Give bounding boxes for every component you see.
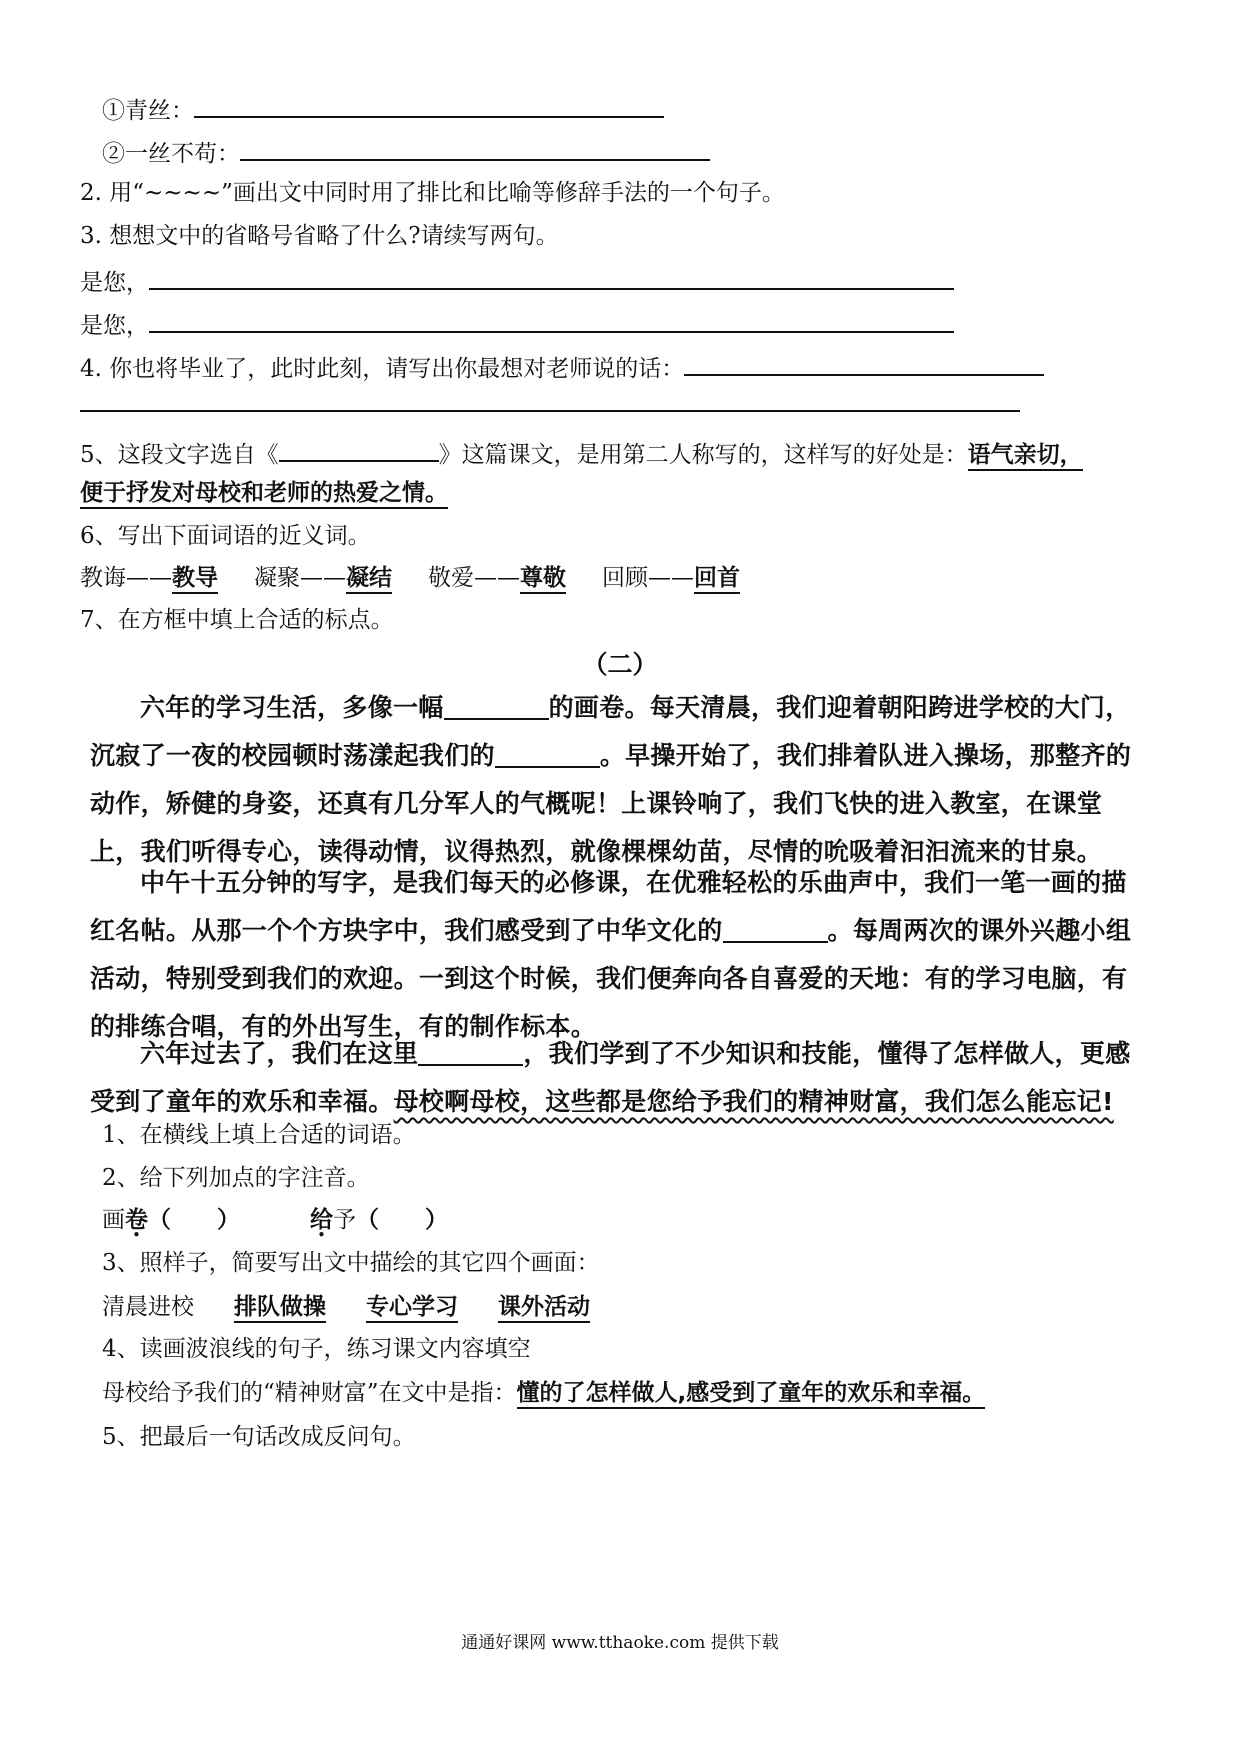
q5-prefix: 5、这段文字选自《	[80, 442, 279, 468]
q1-item-b-label: ②一丝不苟：	[102, 141, 240, 167]
q1-item-b	[102, 135, 710, 169]
passage-paragraph-2	[90, 859, 1150, 1051]
s2-question-2: 2、给下列加点的字注音。	[102, 1165, 370, 1191]
q6-pairs	[80, 563, 740, 593]
para1-text-b: 的画卷。每天清晨，我们迎着朝阳跨进学校的大门，沉寂了一夜的校园顿时荡漾起我们的	[90, 693, 1131, 770]
s2-question-1: 1、在横线上填上合适的词语。	[102, 1122, 416, 1148]
s2-q4-answer: 懂的了怎样做人,感受到了童年的欢乐和幸福。	[517, 1380, 986, 1409]
pinyin-paren[interactable]: （ ）	[356, 1207, 448, 1233]
passage-paragraph-1	[90, 684, 1150, 876]
passage-paragraph-3	[90, 1030, 1150, 1126]
q6-pair-word: 教诲——	[80, 565, 172, 591]
scene-answer: 专心学习	[366, 1294, 458, 1323]
s2-q2-items	[102, 1205, 448, 1235]
question-4	[80, 350, 1044, 384]
para1-text-c: 。早操开始了，我们排着队进入操场，那整齐的动作，矫健的身姿，还真有几分军人的气概呢！上课铃响了，我们飞快的进入教室，在课堂上，我们听得专心，读得动情，议得热烈，就像棵棵幼苗，尽情的吮吸着汩汩流来的甘泉。	[90, 741, 1132, 866]
q6-pair-word: 回顾——	[602, 565, 694, 591]
passage-blank[interactable]	[723, 915, 828, 943]
q6-pair-answer: 教导	[172, 565, 218, 594]
s2-q4-prefix: 母校给予我们的“精神财富”在文中是指：	[102, 1380, 517, 1406]
s2-question-3: 3、照样子，简要写出文中描绘的其它四个画面：	[102, 1250, 600, 1276]
scene-example: 清晨进校	[102, 1294, 194, 1320]
q6-pair-answer: 尊敬	[520, 565, 566, 594]
s2-q2-item2-char: 予	[333, 1207, 356, 1233]
question-4-text: 4. 你也将毕业了，此时此刻，请写出你最想对老师说的话：	[80, 356, 685, 382]
q6-pair-word: 凝聚——	[254, 565, 346, 591]
scene-answer: 排队做操	[234, 1294, 326, 1323]
para3-wavy-sentence: 母校啊母校，这些都是您给予我们的精神财富，我们怎么能忘记!	[393, 1087, 1114, 1116]
answer-blank[interactable]	[149, 264, 954, 290]
question-2: 2. 用“~~~~”画出文中同时用了排比和比喻等修辞手法的一个句子。	[80, 180, 785, 206]
q6-pair-answer: 凝结	[346, 565, 392, 594]
answer-blank[interactable]	[194, 92, 664, 118]
page-footer: 通通好课网 www.tthaoke.com 提供下载	[461, 1633, 779, 1653]
q5-answer-line-2	[80, 478, 448, 508]
para3-text-a: 六年过去了，我们在这里	[140, 1039, 419, 1068]
q6-pair-word: 敬爱——	[428, 565, 520, 591]
q3-line-1-prefix: 是您，	[80, 270, 149, 296]
para3-text-b: ，我们学到了不少知识和技能，懂得了怎样做人，更感受到了童年的欢乐和幸福。	[90, 1039, 1131, 1116]
para2-text-a: 中午十五分钟的写字，是我们每天的必修课，在优雅轻松的乐曲声中，我们一笔一画的描红名帖。从那一个个方块字中，我们感受到了中华文化的	[90, 868, 1127, 945]
answer-blank[interactable]	[240, 135, 710, 161]
q3-line-1	[80, 264, 954, 298]
scene-answer: 课外活动	[498, 1294, 590, 1323]
q5-middle: 》这篇课文，是用第二人称写的，这样写的好处是：	[438, 442, 968, 468]
answer-blank[interactable]	[149, 307, 954, 333]
answer-blank[interactable]	[684, 350, 1044, 376]
passage-blank[interactable]	[495, 740, 600, 768]
section-2-title: （二）	[582, 650, 658, 679]
s2-q2-item1-char: 画	[102, 1207, 125, 1233]
passage-blank[interactable]	[444, 692, 549, 720]
q1-item-a	[102, 92, 664, 126]
title-blank[interactable]	[279, 436, 439, 462]
para1-text-a: 六年的学习生活，多像一幅	[140, 693, 444, 722]
q6-pair-answer: 回首	[694, 565, 740, 594]
para2-text-b: 。每周两次的课外兴趣小组活动，特别受到我们的欢迎。一到这个时候，我们便奔向各自喜爱的天地：有的学习电脑，有的排练合唱，有的外出写生，有的制作标本。	[90, 916, 1132, 1041]
question-3: 3. 想想文中的省略号省略了什么?请续写两句。	[80, 223, 559, 249]
q3-line-2-prefix: 是您，	[80, 313, 149, 339]
question-7: 7、在方框中填上合适的标点。	[80, 607, 394, 633]
dotted-char: 卷	[125, 1207, 148, 1233]
passage-blank[interactable]	[418, 1038, 523, 1066]
q5-answer-part1: 语气亲切，	[968, 442, 1083, 471]
s2-q3-scenes	[102, 1292, 590, 1322]
question-5	[80, 436, 1083, 470]
question-6: 6、写出下面词语的近义词。	[80, 523, 371, 549]
dotted-char: 给	[310, 1207, 333, 1233]
q3-line-2	[80, 307, 954, 341]
q1-item-a-label: ①青丝：	[102, 98, 194, 124]
s2-question-4: 4、读画波浪线的句子，练习课文内容填空	[102, 1336, 531, 1362]
s2-q4-line	[102, 1378, 985, 1408]
answer-blank[interactable]	[80, 386, 1020, 412]
pinyin-paren[interactable]: （ ）	[148, 1207, 240, 1233]
s2-question-5: 5、把最后一句话改成反问句。	[102, 1424, 416, 1450]
q5-answer-part2: 便于抒发对母校和老师的热爱之情。	[80, 480, 448, 509]
